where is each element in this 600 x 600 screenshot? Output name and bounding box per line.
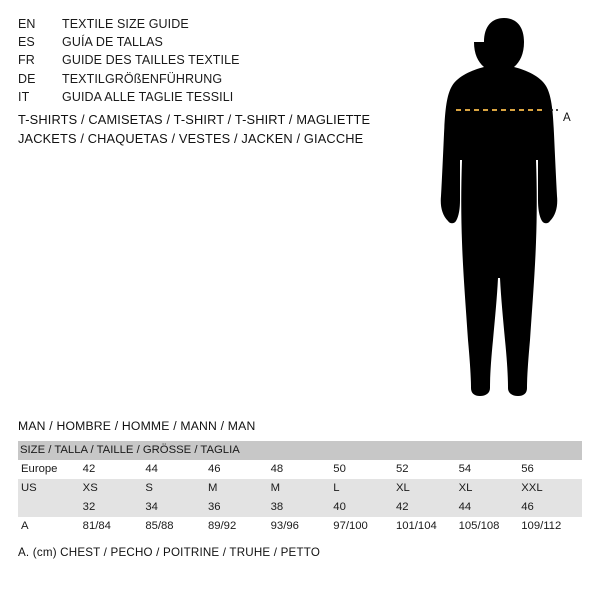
measure-label-a: A (563, 112, 572, 124)
cell-text: 44 (145, 463, 158, 475)
table-cell (457, 460, 520, 479)
language-row (18, 15, 348, 33)
row-label (18, 460, 81, 479)
table-cell (206, 498, 269, 517)
cell-text: 109/112 (521, 520, 562, 532)
cell-text: 32 (82, 501, 96, 513)
chest-measure-line (400, 10, 600, 405)
cell-text: XS (82, 482, 98, 494)
row-label (18, 517, 81, 536)
row-label-text: A (21, 520, 29, 532)
language-code: ES (18, 35, 35, 50)
table-cell (269, 479, 332, 498)
cell-text: S (145, 482, 153, 494)
table-cell (457, 517, 520, 536)
cell-text: XL (458, 482, 473, 494)
language-title: GUIDE DES TAILLES TEXTILE (62, 53, 240, 68)
cell-text: L (333, 482, 340, 494)
cell-text: 40 (333, 501, 346, 513)
language-title: GUIDA ALLE TAGLIE TESSILI (62, 89, 234, 104)
table-cell (81, 498, 144, 517)
cell-text: 56 (521, 463, 534, 475)
garment-category-list (18, 110, 438, 148)
cell-text: 46 (207, 463, 221, 475)
table-cell (394, 498, 457, 517)
language-row (18, 51, 348, 69)
cell-text: M (270, 482, 281, 494)
table-header-label (18, 441, 582, 460)
table-cell (206, 479, 269, 498)
cell-text: 34 (145, 501, 158, 513)
cell-text: 101/104 (395, 520, 437, 532)
table-row (18, 479, 582, 498)
cell-text: XXL (521, 482, 543, 494)
table-cell (394, 517, 457, 536)
language-code: IT (18, 89, 30, 104)
table-cell (394, 479, 457, 498)
cell-text: 42 (395, 501, 409, 513)
row-label (18, 479, 81, 498)
row-label-text: US (21, 482, 37, 494)
language-code: FR (18, 53, 35, 68)
cell-text: 54 (458, 463, 472, 475)
cell-text: 44 (458, 501, 472, 513)
language-row (18, 70, 348, 88)
table-cell (206, 460, 269, 479)
row-label (18, 498, 81, 517)
table-cell (143, 517, 206, 536)
language-title: TEXTILE SIZE GUIDE (62, 17, 189, 31)
table-cell (331, 498, 394, 517)
table-cell (331, 479, 394, 498)
table-cell (519, 498, 582, 517)
table-cell (269, 517, 332, 536)
cell-text: 42 (82, 463, 96, 475)
table-row (18, 460, 582, 479)
cell-text: M (207, 482, 218, 494)
table-cell (81, 517, 144, 536)
table-cell (519, 460, 582, 479)
language-code: EN (18, 17, 36, 31)
cell-text: 97/100 (333, 520, 368, 532)
language-title: TEXTILGRÖßENFÜHRUNG (62, 71, 223, 86)
cell-text: 52 (395, 463, 409, 475)
cell-text: 89/92 (207, 520, 237, 532)
male-silhouette-figure (400, 10, 600, 405)
cell-text: 105/108 (458, 520, 500, 532)
table-cell (519, 517, 582, 536)
cell-text: 46 (521, 501, 534, 513)
table-cell (143, 460, 206, 479)
table-header-text: SIZE / TALLA / TAILLE / GRÖSSE / TAGLIA (20, 444, 240, 456)
table-cell (519, 479, 582, 498)
table-cell (81, 479, 144, 498)
table-row (18, 498, 582, 517)
language-row (18, 88, 348, 106)
row-label-text: Europe (21, 463, 58, 475)
cell-text: 38 (270, 501, 284, 513)
language-title: GUÍA DE TALLAS (62, 35, 163, 50)
language-code: DE (18, 71, 36, 86)
table-cell (81, 460, 144, 479)
table-cell (331, 460, 394, 479)
table-cell (457, 479, 520, 498)
table-cell (269, 460, 332, 479)
cell-text: 81/84 (82, 520, 111, 532)
cell-text: 85/88 (145, 520, 174, 532)
table-cell (269, 498, 332, 517)
cell-text: 36 (207, 501, 221, 513)
table-cell (394, 460, 457, 479)
table-cell (206, 517, 269, 536)
table-row (18, 517, 582, 536)
cell-text: 48 (270, 463, 284, 475)
category-tshirts: T-SHIRTS / CAMISETAS / T-SHIRT / T-SHIRT / MAGLIETTE (18, 112, 371, 127)
language-row (18, 33, 348, 51)
cell-text: 50 (333, 463, 346, 475)
gender-heading: MAN / HOMBRE / HOMME / MANN / MAN (18, 419, 256, 433)
cell-text: 93/96 (270, 520, 299, 532)
language-list (18, 15, 348, 106)
cell-text: XL (395, 482, 410, 494)
footnote-chest-measure: A. (cm) CHEST / PECHO / POITRINE / TRUHE / PETTO (18, 546, 321, 559)
size-table-wrapper (18, 441, 582, 536)
table-cell (457, 498, 520, 517)
table-cell (331, 517, 394, 536)
table-cell (143, 498, 206, 517)
size-table (18, 441, 582, 536)
table-cell (143, 479, 206, 498)
table-header-row (18, 441, 582, 460)
category-jackets: JACKETS / CHAQUETAS / VESTES / JACKEN / GIACCHE (18, 131, 364, 146)
